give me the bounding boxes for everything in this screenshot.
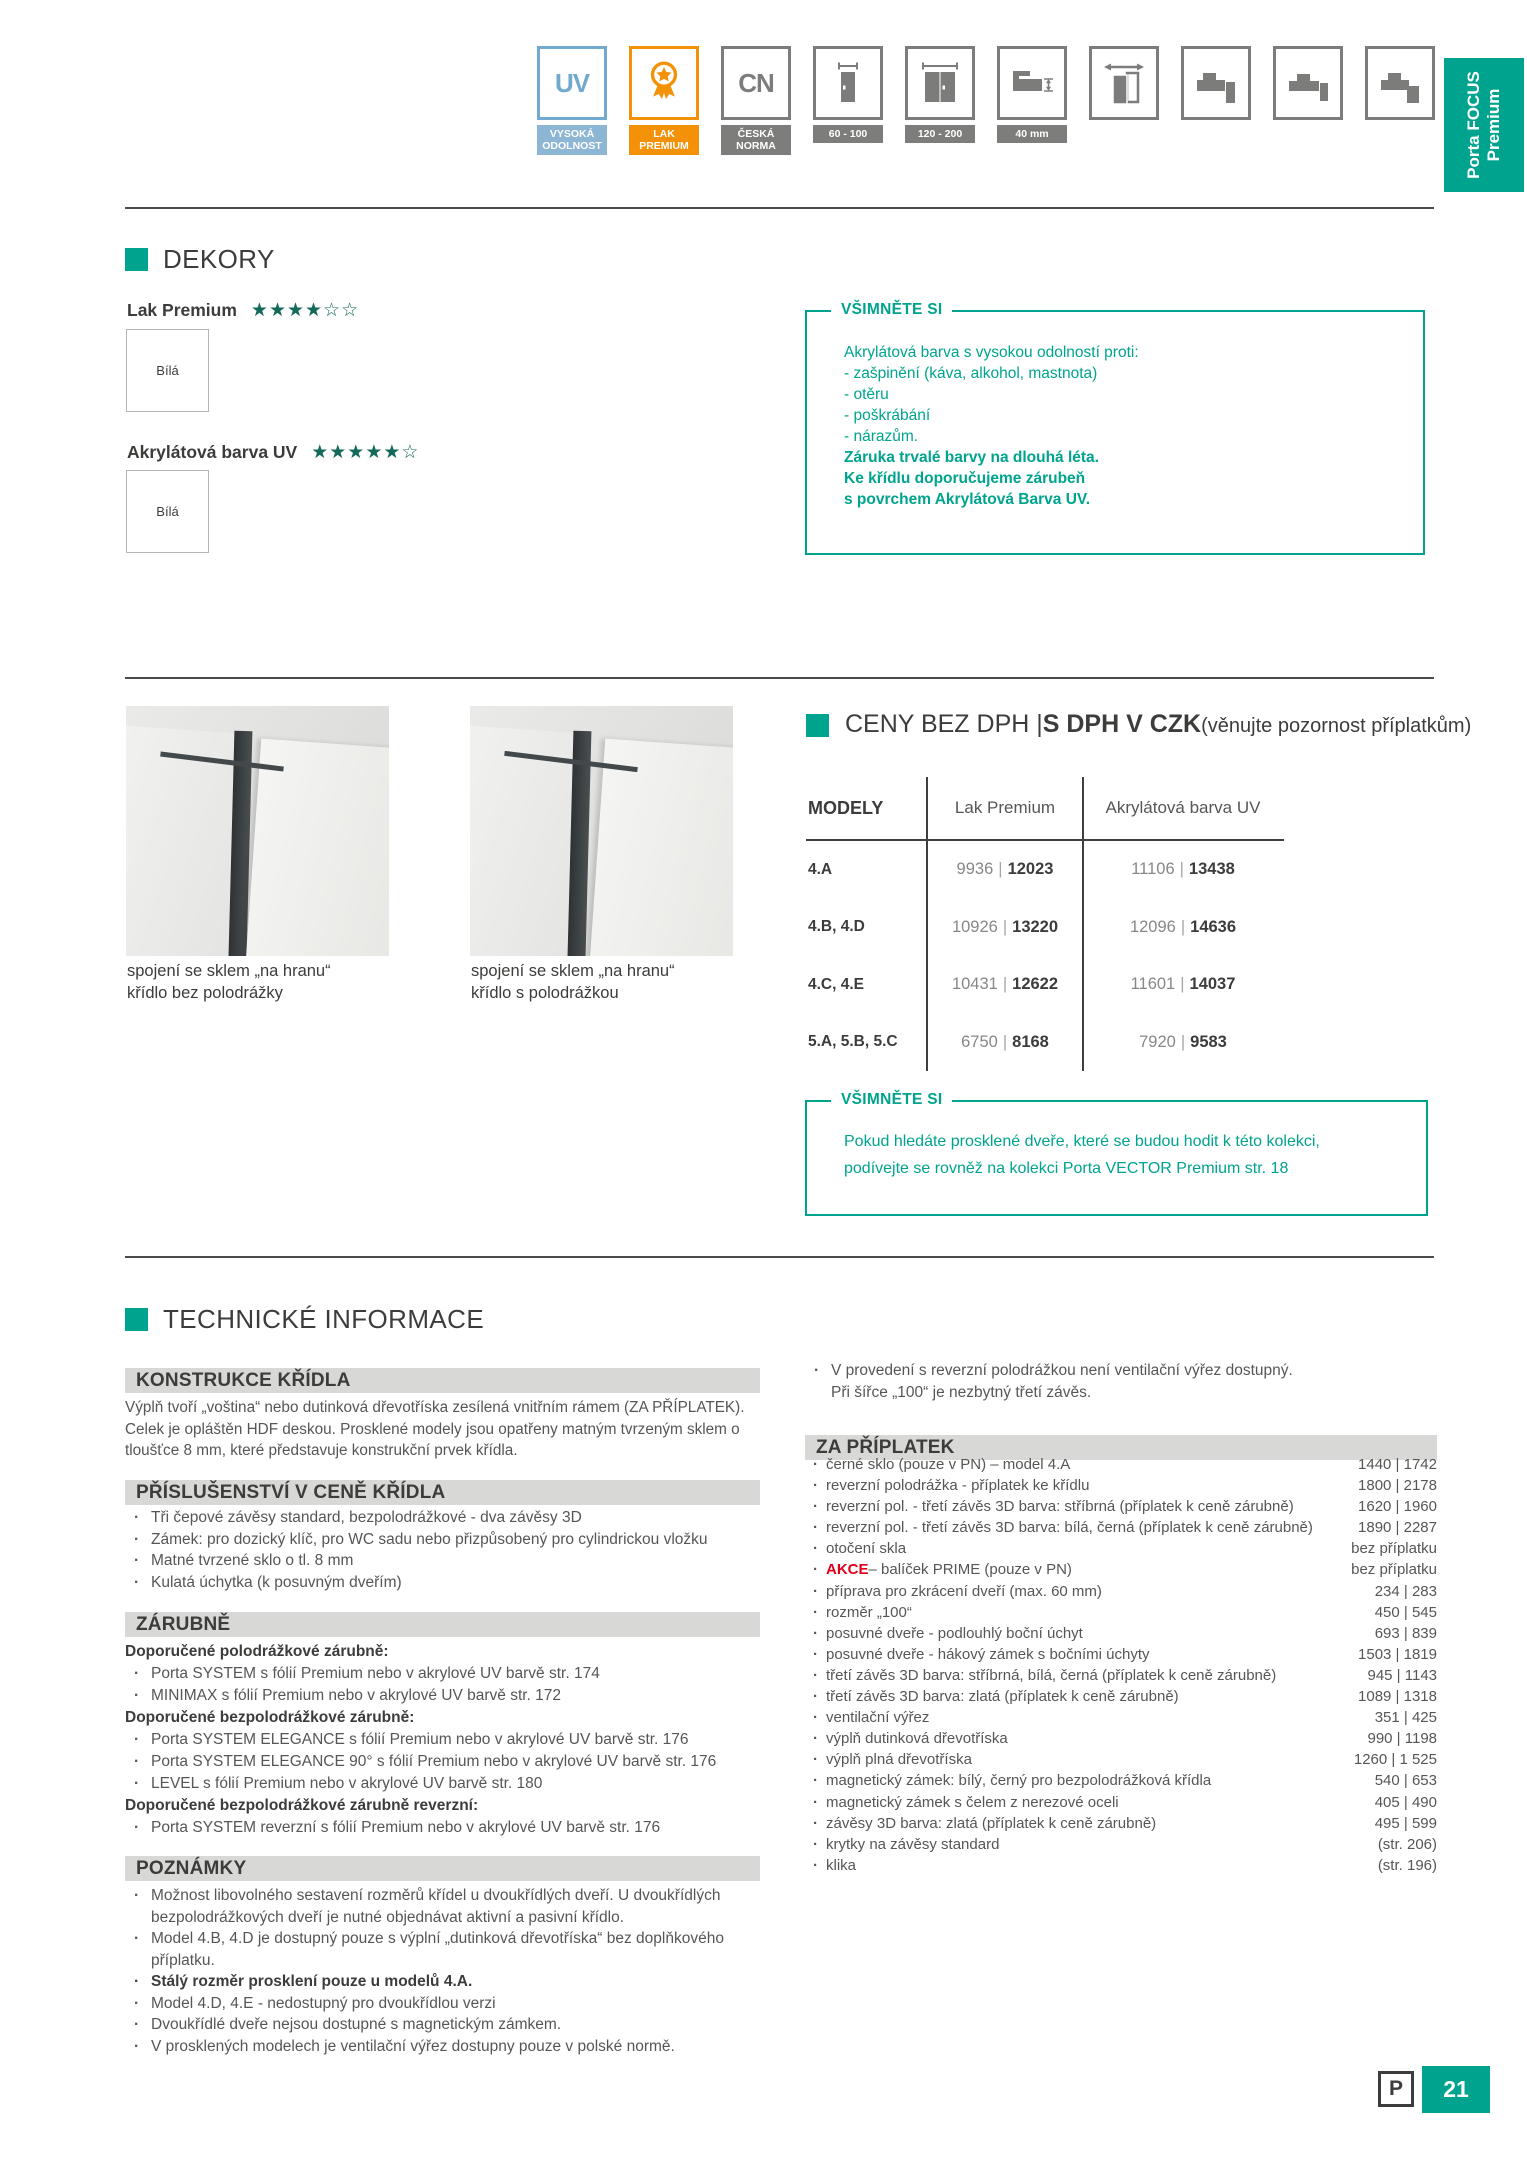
surcharge-text: reverzní pol. - třetí závěs 3D barva: stříbrná (příplatek k ceně zárubně) bbox=[826, 1498, 1294, 1516]
surcharge-item bbox=[805, 1836, 1437, 1857]
notice-line: - nárazům. bbox=[844, 428, 919, 445]
finish-name: Akrylátová barva UV bbox=[127, 441, 298, 462]
col-header-modely: MODELY bbox=[808, 797, 884, 818]
section-marker-square bbox=[125, 248, 148, 271]
lak-premium-label: LAK PREMIUM bbox=[629, 125, 699, 155]
bullet-dot: · bbox=[134, 1775, 140, 1792]
akrylatova-uv-price-cell: 11106 | 13438 bbox=[1082, 841, 1282, 899]
lak-premium-price-cell: 10431 | 12622 bbox=[926, 956, 1082, 1014]
uv-label: VYSOKÁ ODOLNOST bbox=[537, 125, 607, 155]
surcharge-price: 495 | 599 bbox=[1374, 1814, 1437, 1832]
list-item: · Kulatá úchytka (k posuvným dveřím) bbox=[125, 1572, 770, 1594]
bullet-dot: · bbox=[134, 1687, 140, 1704]
bullet-dot: · bbox=[813, 1519, 818, 1537]
section-title-tech: TECHNICKÉ INFORMACE bbox=[163, 1304, 485, 1334]
section-marker-square bbox=[806, 714, 829, 737]
surcharge-text: ventilační výřez bbox=[826, 1709, 930, 1727]
notice-line: - poškrábání bbox=[844, 407, 931, 424]
surcharge-price: 945 | 1143 bbox=[1367, 1666, 1437, 1684]
surcharge-text: krytky na závěsy standard bbox=[826, 1835, 1000, 1853]
rebate-profile-icon-1 bbox=[1181, 46, 1251, 155]
section-prices-header bbox=[806, 710, 1471, 739]
section-marker-square bbox=[125, 1308, 148, 1331]
surcharge-item bbox=[805, 1561, 1437, 1582]
collection-side-tab bbox=[1444, 58, 1524, 192]
surcharge-text: reverzní polodrážka - příplatek ke křídlu bbox=[826, 1477, 1090, 1495]
surcharge-price: 351 | 425 bbox=[1374, 1709, 1437, 1727]
swatch-bila-lak bbox=[126, 329, 209, 412]
thickness-label: 40 mm bbox=[997, 125, 1067, 143]
za-priplatek-list bbox=[805, 1456, 1437, 1878]
col-header-akrylatova-uv: Akrylátová barva UV bbox=[1082, 777, 1282, 839]
surcharge-price: 1089 | 1318 bbox=[1358, 1688, 1437, 1706]
konstrukce-text: Výplň tvoří „voština“ nebo dutinková dřevotříska zesílená vnitřním rámem (ZA PŘÍPLATEK). Celek je opláštěn HDF deskou. Prosklené modely jsou opatřeny matným tvrzeným sklem o tloušťce 8 mm, které představuje konstrukční prvek křídla. bbox=[125, 1399, 745, 1459]
uv-glyph: UV bbox=[554, 67, 590, 98]
bullet-dot: · bbox=[813, 1709, 818, 1727]
surcharge-text: klika bbox=[826, 1856, 857, 1874]
notice-line: - otěru bbox=[844, 386, 889, 403]
col-header-lak-premium: Lak Premium bbox=[926, 777, 1082, 839]
bullet-dot: · bbox=[134, 1552, 140, 1569]
bullet-dot: · bbox=[813, 1582, 818, 1600]
divider-tech bbox=[125, 1256, 1434, 1258]
bullet-dot: · bbox=[134, 1573, 140, 1591]
surcharge-item bbox=[805, 1794, 1437, 1815]
surcharge-price: 405 | 490 bbox=[1374, 1793, 1437, 1811]
surcharge-item bbox=[805, 1519, 1437, 1540]
collection-tab-text: Porta FOCUS Premium bbox=[1464, 71, 1503, 179]
notice-line: Akrylátová barva s vysokou odolností proti: bbox=[844, 344, 1139, 361]
surcharge-item bbox=[805, 1688, 1437, 1709]
list-item: Doporučené polodrážkové zárubně: bbox=[125, 1643, 389, 1660]
surcharge-item bbox=[805, 1772, 1437, 1793]
sliding-door-glyph bbox=[1100, 59, 1148, 107]
model-cell: 4.C, 4.E bbox=[808, 975, 864, 993]
surcharge-item bbox=[805, 1815, 1437, 1836]
surcharge-price: (str. 196) bbox=[1377, 1856, 1437, 1874]
sliding-door-icon bbox=[1089, 46, 1159, 155]
surcharge-item bbox=[805, 1751, 1437, 1772]
lak-premium-award-icon bbox=[629, 46, 699, 155]
surcharge-price: 1620 | 1960 bbox=[1358, 1498, 1437, 1516]
model-cell: 4.B, 4.D bbox=[808, 918, 865, 936]
surcharge-text: závěsy 3D barva: zlatá (příplatek k ceně zárubně) bbox=[826, 1814, 1157, 1832]
surcharge-text: rozměr „100“ bbox=[826, 1603, 912, 1621]
surcharge-text: reverzní pol. - třetí závěs 3D barva: bílá, černá (příplatek k ceně zárubně) bbox=[826, 1519, 1313, 1537]
bullet-dot: · bbox=[813, 1645, 818, 1663]
notice-line: s povrchem Akrylátová Barva UV. bbox=[844, 491, 1091, 508]
surcharge-text: – balíček PRIME (pouze v PN) bbox=[868, 1561, 1072, 1579]
bullet-dot: · bbox=[813, 1835, 818, 1853]
notice-box-paint bbox=[805, 301, 1425, 555]
section-tech-header bbox=[125, 1304, 484, 1335]
porta-logo: P bbox=[1378, 2071, 1414, 2107]
akce-badge: AKCE bbox=[826, 1561, 869, 1579]
cn-glyph: CN bbox=[738, 67, 774, 98]
bullet-dot: · bbox=[134, 1887, 140, 1904]
surcharge-item bbox=[805, 1498, 1437, 1519]
heading-za-priplatek: ZA PŘÍPLATEK bbox=[805, 1435, 1437, 1460]
bullet-dot: · bbox=[134, 1665, 140, 1682]
bullet-dot: · bbox=[813, 1477, 818, 1495]
rebate-profile-icon-3 bbox=[1365, 46, 1435, 155]
heading-prislusenstvi: PŘÍSLUŠENSTVÍ V CENĚ KŘÍDLA bbox=[125, 1480, 760, 1505]
czech-norm-icon bbox=[721, 46, 791, 155]
surcharge-item bbox=[805, 1477, 1437, 1498]
surcharge-price: bez příplatku bbox=[1351, 1561, 1437, 1579]
surcharge-item bbox=[805, 1625, 1437, 1646]
bullet-dot: · bbox=[813, 1456, 818, 1473]
notice-title: VŠIMNĚTE SI bbox=[831, 301, 952, 319]
bullet-dot: · bbox=[813, 1624, 818, 1642]
bullet-dot: · bbox=[134, 2016, 140, 2033]
page-number-badge: 21 bbox=[1422, 2066, 1490, 2113]
surcharge-price: 1260 | 1 525 bbox=[1353, 1751, 1437, 1769]
double-door-width-range-icon bbox=[905, 46, 975, 155]
surcharge-text: otočení skla bbox=[826, 1540, 907, 1558]
surcharge-price: 540 | 653 bbox=[1374, 1772, 1437, 1790]
notice-line: Ke křídlu doporučujeme zárubeň bbox=[844, 470, 1086, 487]
bullet-dot: · bbox=[134, 1753, 140, 1770]
photo-caption-1: spojení se sklem „na hranu“ křídlo bez polodrážky bbox=[127, 962, 331, 1002]
surcharge-item bbox=[805, 1857, 1437, 1878]
bullet-dot: · bbox=[813, 1666, 818, 1684]
door-width-range-icon bbox=[813, 46, 883, 155]
bullet-dot: · bbox=[813, 1688, 818, 1706]
double-door-icon bbox=[916, 59, 964, 107]
surcharge-price: 693 | 839 bbox=[1374, 1624, 1437, 1642]
surcharge-text: posuvné dveře - podlouhlý boční úchyt bbox=[826, 1624, 1083, 1642]
swatch-label: Bílá bbox=[156, 504, 179, 519]
bullet-dot: · bbox=[813, 1730, 818, 1748]
surcharge-item bbox=[805, 1540, 1437, 1561]
surcharge-price: (str. 206) bbox=[1377, 1835, 1437, 1853]
surcharge-price: 1890 | 2287 bbox=[1358, 1519, 1437, 1537]
bullet-dot: · bbox=[813, 1814, 818, 1832]
model-cell: 5.A, 5.B, 5.C bbox=[808, 1033, 898, 1051]
rebate-profile-icon-2 bbox=[1273, 46, 1343, 155]
price-table bbox=[806, 777, 1284, 1071]
notice-line: podívejte se rovněž na kolekci Porta VECTOR Premium str. 18 bbox=[844, 1160, 1289, 1177]
notice-line: Pokud hledáte prosklené dveře, které se budou hodit k této kolekci, bbox=[844, 1133, 1320, 1150]
bullet-dot: · bbox=[134, 1994, 140, 2012]
list-item: · Porta SYSTEM ELEGANCE 90° s fólií Premium nebo v akrylové UV barvě str. 176 bbox=[125, 1751, 770, 1773]
surcharge-item bbox=[805, 1456, 1437, 1477]
surcharge-text: příprava pro zkrácení dveří (max. 60 mm) bbox=[826, 1582, 1102, 1600]
surcharge-price: 1800 | 2178 bbox=[1358, 1477, 1437, 1495]
surcharge-item bbox=[805, 1583, 1437, 1604]
bullet-dot: · bbox=[134, 1930, 140, 1947]
thickness-profile-icon bbox=[1008, 59, 1056, 107]
surcharge-text: magnetický zámek s čelem z nerezové oceli bbox=[826, 1793, 1119, 1811]
model-cell: 4.A bbox=[808, 860, 833, 878]
surcharge-price: 234 | 283 bbox=[1374, 1582, 1437, 1600]
bullet-dot: · bbox=[134, 2037, 140, 2055]
bullet-dot: · bbox=[813, 1793, 818, 1811]
door-joint-photo-1 bbox=[126, 706, 389, 956]
award-medal-icon bbox=[643, 59, 685, 107]
rating-stars: ★★★★☆☆ bbox=[250, 299, 360, 321]
list-item: · Model 4.B, 4.D je dostupný pouze s výplní „dutinková dřevotříska“ bez doplňkového příplatku. bbox=[134, 1930, 724, 1969]
heading-konstrukce-kridla: KONSTRUKCE KŘÍDLA bbox=[125, 1368, 760, 1393]
price-table-body bbox=[806, 841, 1284, 1071]
double-door-width-label: 120 - 200 bbox=[905, 125, 975, 143]
notice-body bbox=[807, 1102, 1426, 1182]
finish-lak-premium bbox=[127, 299, 359, 321]
lak-premium-price-cell: 6750 | 8168 bbox=[926, 1014, 1082, 1072]
surcharge-text: třetí závěs 3D barva: stříbrná, bílá, černá (příplatek k ceně zárubně) bbox=[826, 1666, 1277, 1684]
surcharge-item bbox=[805, 1604, 1437, 1625]
akrylatova-uv-price-cell: 12096 | 14636 bbox=[1082, 899, 1282, 957]
prislusenstvi-list bbox=[125, 1507, 770, 1593]
finish-name: Lak Premium bbox=[127, 299, 237, 320]
prices-title: CENY BEZ DPH | S DPH V CZK (věnujte pozornost příplatkům) bbox=[845, 710, 1472, 738]
surcharge-text: výplň plná dřevotříska bbox=[826, 1751, 972, 1769]
price-table-row bbox=[806, 1014, 1284, 1072]
door-thickness-40mm-icon bbox=[997, 46, 1067, 155]
bullet-dot: · bbox=[134, 1973, 140, 1990]
swatch-label: Bílá bbox=[156, 363, 179, 378]
bullet-dot: · bbox=[813, 1603, 818, 1621]
section-dekory-header bbox=[125, 244, 275, 275]
bullet-dot: · bbox=[813, 1751, 818, 1769]
door-joint-photo-2 bbox=[470, 706, 733, 956]
list-item: · Zámek: pro dozický klíč, pro WC sadu nebo přizpůsobený pro cylindrickou vložku bbox=[125, 1529, 770, 1551]
bullet-dot: · bbox=[814, 1362, 820, 1379]
section-title-dekory: DEKORY bbox=[163, 244, 275, 274]
surcharge-price: 990 | 1198 bbox=[1367, 1730, 1437, 1748]
reverse-rebate-note: · V provedení s reverzní polodrážkou není ventilační výřez dostupný. Při šířce „100“ je nezbytný třetí závěs. bbox=[814, 1362, 1293, 1401]
notice-line: - zašpinění (káva, alkohol, mastnota) bbox=[844, 365, 1098, 382]
notice-box-vector bbox=[805, 1091, 1428, 1216]
surcharge-item bbox=[805, 1646, 1437, 1667]
bullet-dot: · bbox=[134, 1731, 140, 1748]
finish-akrylatova-uv bbox=[127, 441, 419, 463]
lak-premium-price-cell: 10926 | 13220 bbox=[926, 899, 1082, 957]
list-item: · Porta SYSTEM reverzní s fólií Premium nebo v akrylové UV barvě str. 176 bbox=[125, 1817, 770, 1839]
surcharge-item bbox=[805, 1709, 1437, 1730]
list-item: Doporučené bezpolodrážkové zárubně: bbox=[125, 1709, 415, 1726]
lak-premium-price-cell: 9936 | 12023 bbox=[926, 841, 1082, 899]
feature-icons-row bbox=[537, 46, 1435, 155]
list-item: · Dvoukřídlé dveře nejsou dostupné s magnetickým zámkem. bbox=[125, 2014, 770, 2036]
surcharge-price: 1440 | 1742 bbox=[1358, 1456, 1437, 1473]
door-leaf-right bbox=[243, 738, 389, 956]
poznamky-list bbox=[125, 1885, 770, 2057]
czech-norm-label: ČESKÁ NORMA bbox=[721, 125, 791, 155]
bullet-dot: · bbox=[134, 1509, 140, 1526]
bullet-dot: · bbox=[813, 1498, 818, 1516]
surcharge-item bbox=[805, 1730, 1437, 1751]
list-item: · Stálý rozměr prosklení pouze u modelů 4.A. bbox=[125, 1971, 770, 1993]
bullet-dot: · bbox=[813, 1540, 818, 1558]
list-item: · Možnost libovolného sestavení rozměrů křídel u dvoukřídlých dveří. U dvoukřídlých bezpolodrážkových dveří je nutné objednávat aktivní a pasivní křídlo. bbox=[134, 1887, 721, 1926]
bullet-dot: · bbox=[813, 1856, 818, 1874]
list-item: · Porta SYSTEM s fólií Premium nebo v akrylové UV barvě str. 174 bbox=[125, 1663, 770, 1685]
rebate-profile-glyph-2 bbox=[1284, 59, 1332, 107]
price-table-row bbox=[806, 841, 1284, 899]
akrylatova-uv-price-cell: 11601 | 14037 bbox=[1082, 956, 1282, 1014]
photo-caption-2: spojení se sklem „na hranu“ křídlo s polodrážkou bbox=[471, 962, 675, 1002]
surcharge-price: 450 | 545 bbox=[1374, 1603, 1437, 1621]
surcharge-text: třetí závěs 3D barva: zlatá (příplatek k ceně zárubně) bbox=[826, 1688, 1179, 1706]
surcharge-item bbox=[805, 1667, 1437, 1688]
list-item: · Porta SYSTEM ELEGANCE s fólií Premium nebo v akrylové UV barvě str. 176 bbox=[125, 1729, 770, 1751]
price-table-header bbox=[806, 777, 1284, 841]
rating-stars: ★★★★★☆ bbox=[311, 441, 420, 463]
door-leaf-right bbox=[587, 738, 733, 956]
notice-title: VŠIMNĚTE SI bbox=[831, 1091, 952, 1109]
bullet-dot: · bbox=[134, 1530, 140, 1548]
notice-line: Záruka trvalé barvy na dlouhá léta. bbox=[844, 449, 1099, 466]
surcharge-price: 1503 | 1819 bbox=[1358, 1645, 1437, 1663]
surcharge-text: magnetický zámek: bílý, černý pro bezpolodrážková křídla bbox=[826, 1772, 1212, 1790]
list-item: · LEVEL s fólií Premium nebo v akrylové UV barvě str. 180 bbox=[125, 1773, 770, 1795]
price-table-row bbox=[806, 899, 1284, 957]
surcharge-price: bez příplatku bbox=[1351, 1540, 1437, 1558]
list-item: · V prosklených modelech je ventilační výřez dostupny pouze v polské normě. bbox=[125, 2036, 770, 2058]
surcharge-text: posuvné dveře - hákový zámek s bočními úchyty bbox=[826, 1645, 1150, 1663]
divider-middle bbox=[125, 677, 1434, 679]
list-item: · Model 4.D, 4.E - nedostupný pro dvoukřídlou verzi bbox=[125, 1993, 770, 2015]
rebate-profile-glyph-1 bbox=[1192, 59, 1240, 107]
uv-resistance-icon bbox=[537, 46, 607, 155]
single-door-icon bbox=[826, 59, 870, 107]
price-table-row bbox=[806, 956, 1284, 1014]
list-item: · Matné tvrzené sklo o tl. 8 mm bbox=[125, 1550, 770, 1572]
akrylatova-uv-price-cell: 7920 | 9583 bbox=[1082, 1014, 1282, 1072]
list-item: Doporučené bezpolodrážkové zárubně reverzní: bbox=[125, 1797, 479, 1814]
zarubne-list bbox=[125, 1641, 770, 1839]
list-item: · Tři čepové závěsy standard, bezpolodrážkové - dva závěsy 3D bbox=[125, 1507, 770, 1529]
bullet-dot: · bbox=[134, 1819, 140, 1836]
heading-poznamky: POZNÁMKY bbox=[125, 1856, 760, 1881]
rebate-profile-glyph-3 bbox=[1376, 59, 1424, 107]
heading-zarubne: ZÁRUBNĚ bbox=[125, 1612, 760, 1637]
door-width-label: 60 - 100 bbox=[813, 125, 883, 143]
surcharge-text: černé sklo (pouze v PN) – model 4.A bbox=[826, 1456, 1071, 1473]
bullet-dot: · bbox=[813, 1561, 818, 1579]
swatch-bila-uv bbox=[126, 470, 209, 553]
divider-top bbox=[125, 207, 1434, 209]
bullet-dot: · bbox=[813, 1772, 818, 1790]
list-item: · MINIMAX s fólií Premium nebo v akrylové UV barvě str. 172 bbox=[125, 1685, 770, 1707]
surcharge-text: výplň dutinková dřevotříska bbox=[826, 1730, 1008, 1748]
notice-body bbox=[807, 312, 1423, 510]
